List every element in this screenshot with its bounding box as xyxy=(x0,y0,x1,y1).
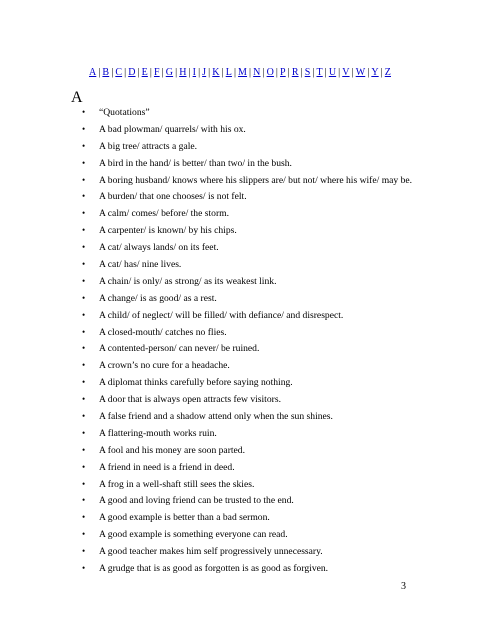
list-item xyxy=(82,543,412,560)
bullet-icon: • xyxy=(82,529,86,540)
bullet-icon: • xyxy=(82,157,86,168)
nav-separator: | xyxy=(287,67,290,78)
quote-text: A calm/ comes/ before/ the storm. xyxy=(99,208,230,220)
quote-text: A grudge that is as good as forgotten is as good as forgiven. xyxy=(99,563,329,575)
bullet-icon: • xyxy=(82,546,86,557)
letter-link-z[interactable]: Z xyxy=(384,67,391,78)
bullet-icon: • xyxy=(82,343,86,354)
nav-separator: | xyxy=(221,67,224,78)
letter-link-r[interactable]: R xyxy=(291,67,299,78)
nav-separator: | xyxy=(175,67,178,78)
letter-link-e[interactable]: E xyxy=(141,67,148,78)
nav-separator: | xyxy=(161,67,164,78)
list-item xyxy=(82,138,412,155)
nav-separator: | xyxy=(137,67,140,78)
nav-separator: | xyxy=(98,67,101,78)
quote-text: A crown’s no cure for a headache. xyxy=(99,360,230,372)
letter-link-c[interactable]: C xyxy=(115,67,123,78)
letter-link-n[interactable]: N xyxy=(253,67,261,78)
nav-separator: | xyxy=(111,67,114,78)
nav-separator: | xyxy=(300,67,303,78)
letter-link-p[interactable]: P xyxy=(280,67,286,78)
quote-text: A flattering-mouth works ruin. xyxy=(99,427,217,439)
bullet-icon: • xyxy=(82,275,86,286)
bullet-icon: • xyxy=(82,225,86,236)
nav-separator: | xyxy=(338,67,341,78)
quote-text: A diplomat thinks carefully before saying nothing. xyxy=(99,377,293,389)
letter-link-o[interactable]: O xyxy=(266,67,274,78)
letter-link-l[interactable]: L xyxy=(225,67,232,78)
letter-link-i[interactable]: I xyxy=(192,67,197,78)
quote-text: “Quotations” xyxy=(99,107,150,118)
letter-link-v[interactable]: V xyxy=(342,67,350,78)
bullet-icon: • xyxy=(82,326,86,337)
list-item xyxy=(82,340,412,357)
letter-link-j[interactable]: J xyxy=(202,67,207,78)
bullet-icon: • xyxy=(82,394,86,405)
bullet-icon: • xyxy=(82,191,86,202)
nav-separator: | xyxy=(124,67,127,78)
bullet-icon: • xyxy=(82,292,86,303)
list-item xyxy=(82,273,412,290)
bullet-icon: • xyxy=(82,140,86,151)
letter-link-w[interactable]: W xyxy=(355,67,366,78)
letter-link-m[interactable]: M xyxy=(238,67,248,78)
nav-separator: | xyxy=(324,67,327,78)
quote-text: A big tree/ attracts a gale. xyxy=(99,140,198,152)
quote-text: A false friend and a shadow attend only when the sun shines. xyxy=(99,411,333,423)
nav-separator: | xyxy=(367,67,370,78)
quote-text: A frog in a well-shaft still sees the skies. xyxy=(99,478,255,490)
quote-text: A contented-person/ can never/ be ruined. xyxy=(99,343,260,355)
bullet-icon: • xyxy=(82,563,86,574)
letter-link-a[interactable]: A xyxy=(88,67,97,78)
bullet-icon: • xyxy=(82,461,86,472)
bullet-icon: • xyxy=(82,495,86,506)
list-item xyxy=(82,476,412,493)
list-item xyxy=(82,307,412,324)
list-item xyxy=(82,172,412,189)
quote-text: A good teacher makes him self progressively unnecessary. xyxy=(99,546,323,558)
section-heading: A xyxy=(71,89,83,106)
letter-link-t[interactable]: T xyxy=(316,67,323,78)
nav-separator: | xyxy=(149,67,152,78)
nav-separator: | xyxy=(262,67,265,78)
list-item xyxy=(82,560,412,577)
list-item xyxy=(82,205,412,222)
nav-separator: | xyxy=(188,67,191,78)
nav-separator: | xyxy=(380,67,383,78)
letter-link-f[interactable]: F xyxy=(153,67,160,78)
quote-text: A carpenter/ is known/ by his chips. xyxy=(99,225,237,237)
quote-text: A child/ of neglect/ will be filled/ with defiance/ and disrespect. xyxy=(99,309,344,321)
letter-link-g[interactable]: G xyxy=(165,67,174,78)
list-item xyxy=(82,239,412,256)
quote-text: A closed-mouth/ catches no flies. xyxy=(99,326,227,338)
list-item xyxy=(82,188,412,205)
quote-text: A friend in need is a friend in deed. xyxy=(99,461,235,473)
quote-text: A boring husband/ knows where his slippers are/ but not/ where his wife/ may be. xyxy=(99,174,413,186)
bullet-icon: • xyxy=(82,427,86,438)
list-item xyxy=(82,256,412,273)
quote-text: A door that is always open attracts few visitors. xyxy=(99,394,281,406)
letter-link-u[interactable]: U xyxy=(328,67,337,78)
nav-separator: | xyxy=(351,67,354,78)
list-item xyxy=(82,155,412,172)
quote-text: A fool and his money are soon parted. xyxy=(99,444,246,456)
quote-text: A cat/ has/ nine lives. xyxy=(99,259,182,271)
list-item xyxy=(82,459,412,476)
quote-list xyxy=(82,104,412,577)
bullet-icon: • xyxy=(82,309,86,320)
nav-separator: | xyxy=(233,67,237,78)
letter-link-b[interactable]: B xyxy=(102,67,110,78)
bullet-icon: • xyxy=(82,123,86,134)
quote-text: A burden/ that one chooses/ is not felt. xyxy=(99,191,247,203)
nav-separator: | xyxy=(312,67,315,78)
list-item xyxy=(82,357,412,374)
quote-text: A chain/ is only/ as strong/ as its weakest link. xyxy=(99,275,277,287)
list-item xyxy=(82,408,412,425)
bullet-icon: • xyxy=(82,512,86,523)
letter-link-h[interactable]: H xyxy=(179,67,187,78)
list-item xyxy=(82,425,412,442)
bullet-icon: • xyxy=(82,107,86,117)
bullet-icon: • xyxy=(82,377,86,388)
list-item xyxy=(82,324,412,341)
bullet-icon: • xyxy=(82,208,86,219)
bullet-icon: • xyxy=(82,259,86,270)
letter-link-y[interactable]: Y xyxy=(371,67,379,78)
list-item xyxy=(82,222,412,239)
bullet-icon: • xyxy=(82,411,86,422)
quote-text: A good and loving friend can be trusted to the end. xyxy=(99,495,294,507)
quote-text: A bird in the hand/ is better/ than two/ in the bush. xyxy=(99,157,292,169)
nav-separator: | xyxy=(249,67,252,78)
list-item xyxy=(82,290,412,307)
list-item xyxy=(82,374,412,391)
list-item xyxy=(82,492,412,509)
list-item xyxy=(82,104,412,121)
quote-text: A good example is something everyone can read. xyxy=(99,529,288,541)
quote-text: A bad plowman/ quarrels/ with his ox. xyxy=(99,123,246,135)
letter-link-s[interactable]: S xyxy=(304,67,311,78)
list-item xyxy=(82,442,412,459)
letter-link-d[interactable]: D xyxy=(128,67,136,78)
quote-text: A change/ is as good/ as a rest. xyxy=(99,292,217,304)
bullet-icon: • xyxy=(82,174,86,185)
bullet-icon: • xyxy=(82,444,86,455)
letter-link-k[interactable]: K xyxy=(212,67,220,78)
bullet-icon: • xyxy=(82,478,86,489)
bullet-icon: • xyxy=(82,242,86,253)
quote-text: A cat/ always lands/ on its feet. xyxy=(99,242,219,254)
nav-separator: | xyxy=(208,67,211,78)
nav-separator: | xyxy=(198,67,201,78)
page-number: 3 xyxy=(401,581,406,592)
list-item xyxy=(82,526,412,543)
alphabet-navigation xyxy=(0,67,480,78)
list-item xyxy=(82,509,412,526)
list-item xyxy=(82,121,412,138)
bullet-icon: • xyxy=(82,360,86,371)
quote-text: A good example is better than a bad sermon. xyxy=(99,512,270,524)
list-item xyxy=(82,391,412,408)
nav-separator: | xyxy=(275,67,279,78)
